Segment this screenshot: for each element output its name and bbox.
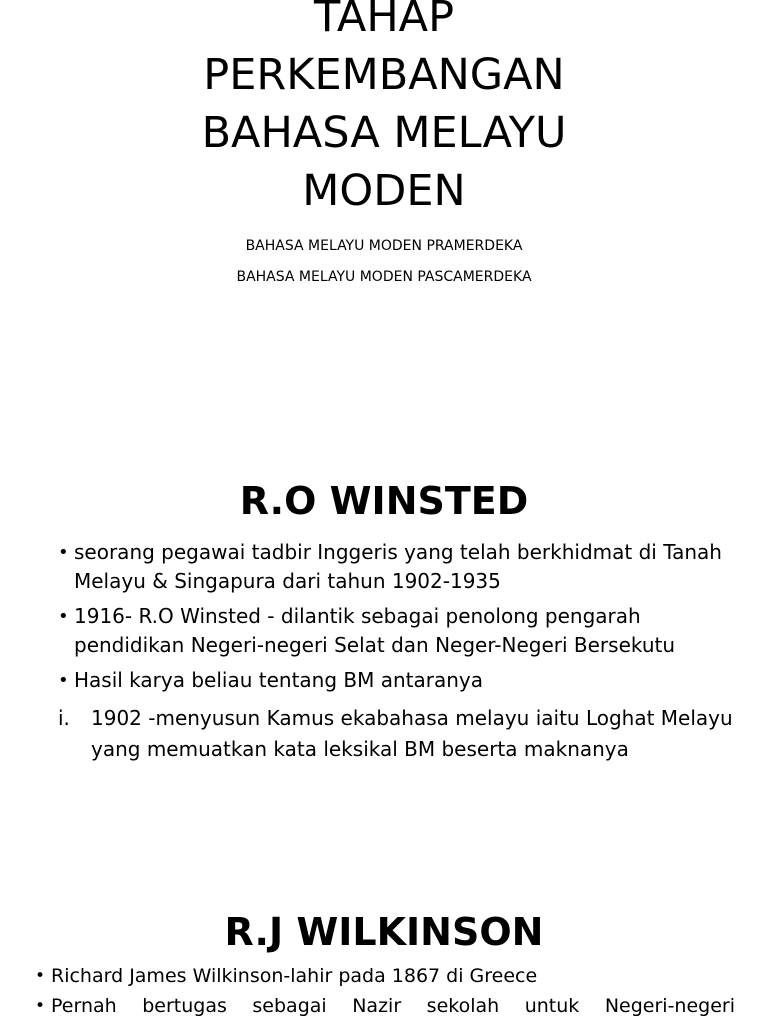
- bullet-icon: •: [58, 542, 69, 563]
- numbered-marker: i.: [58, 706, 70, 730]
- bullet-text: 1916- R.O Winsted - dilantik sebagai penolong pengarah pendidikan Negeri-negeri Selat dan Neger-Negeri Bersekutu: [74, 604, 676, 657]
- title-line: MODEN: [302, 166, 466, 216]
- bullet-icon: •: [35, 966, 46, 986]
- bullet-icon: •: [35, 996, 46, 1016]
- title-line: TAHAP: [313, 0, 455, 42]
- slide-wilkinson: [0, 895, 768, 1024]
- bullet-text: Richard James Wilkinson-lahir pada 1867 di Greece: [51, 965, 538, 987]
- bullet-list: [58, 538, 738, 701]
- presentation-title: [0, 0, 768, 220]
- title-line: PERKEMBANGAN: [203, 50, 565, 100]
- bullet-text: Pernah bertugas sebagai Nazir sekolah untuk Negeri-negeri: [51, 995, 735, 1017]
- numbered-text: 1902 -menyusun Kamus ekabahasa melayu iaitu Loghat Melayu yang memuatkan kata leksikal BM beserta maknanya: [91, 706, 733, 761]
- bullet-icon: •: [58, 606, 69, 627]
- list-item: [35, 991, 735, 1021]
- numbered-item: [58, 703, 738, 765]
- list-item: [58, 538, 738, 596]
- slide-title: [0, 0, 768, 430]
- subtitle-line: BAHASA MELAYU MODEN PASCAMERDEKA: [236, 269, 532, 285]
- bullet-text: Hasil karya beliau tentang BM antaranya: [74, 668, 484, 692]
- title-line: BAHASA MELAYU: [201, 108, 567, 158]
- list-item: [35, 961, 735, 991]
- bullet-text: seorang pegawai tadbir Inggeris yang telah berkhidmat di Tanah Melayu & Singapura dari tahun 1902-1935: [74, 540, 722, 593]
- list-item: [58, 666, 738, 695]
- bullet-icon: •: [58, 670, 69, 691]
- slide-heading: R.O WINSTED: [239, 479, 529, 523]
- slide-winsted: [0, 460, 768, 830]
- list-item: [58, 602, 738, 660]
- bullet-list: [35, 961, 735, 1021]
- slide-heading: R.J WILKINSON: [224, 910, 544, 954]
- subtitle-block: [0, 231, 768, 293]
- subtitle-line: BAHASA MELAYU MODEN PRAMERDEKA: [245, 238, 523, 254]
